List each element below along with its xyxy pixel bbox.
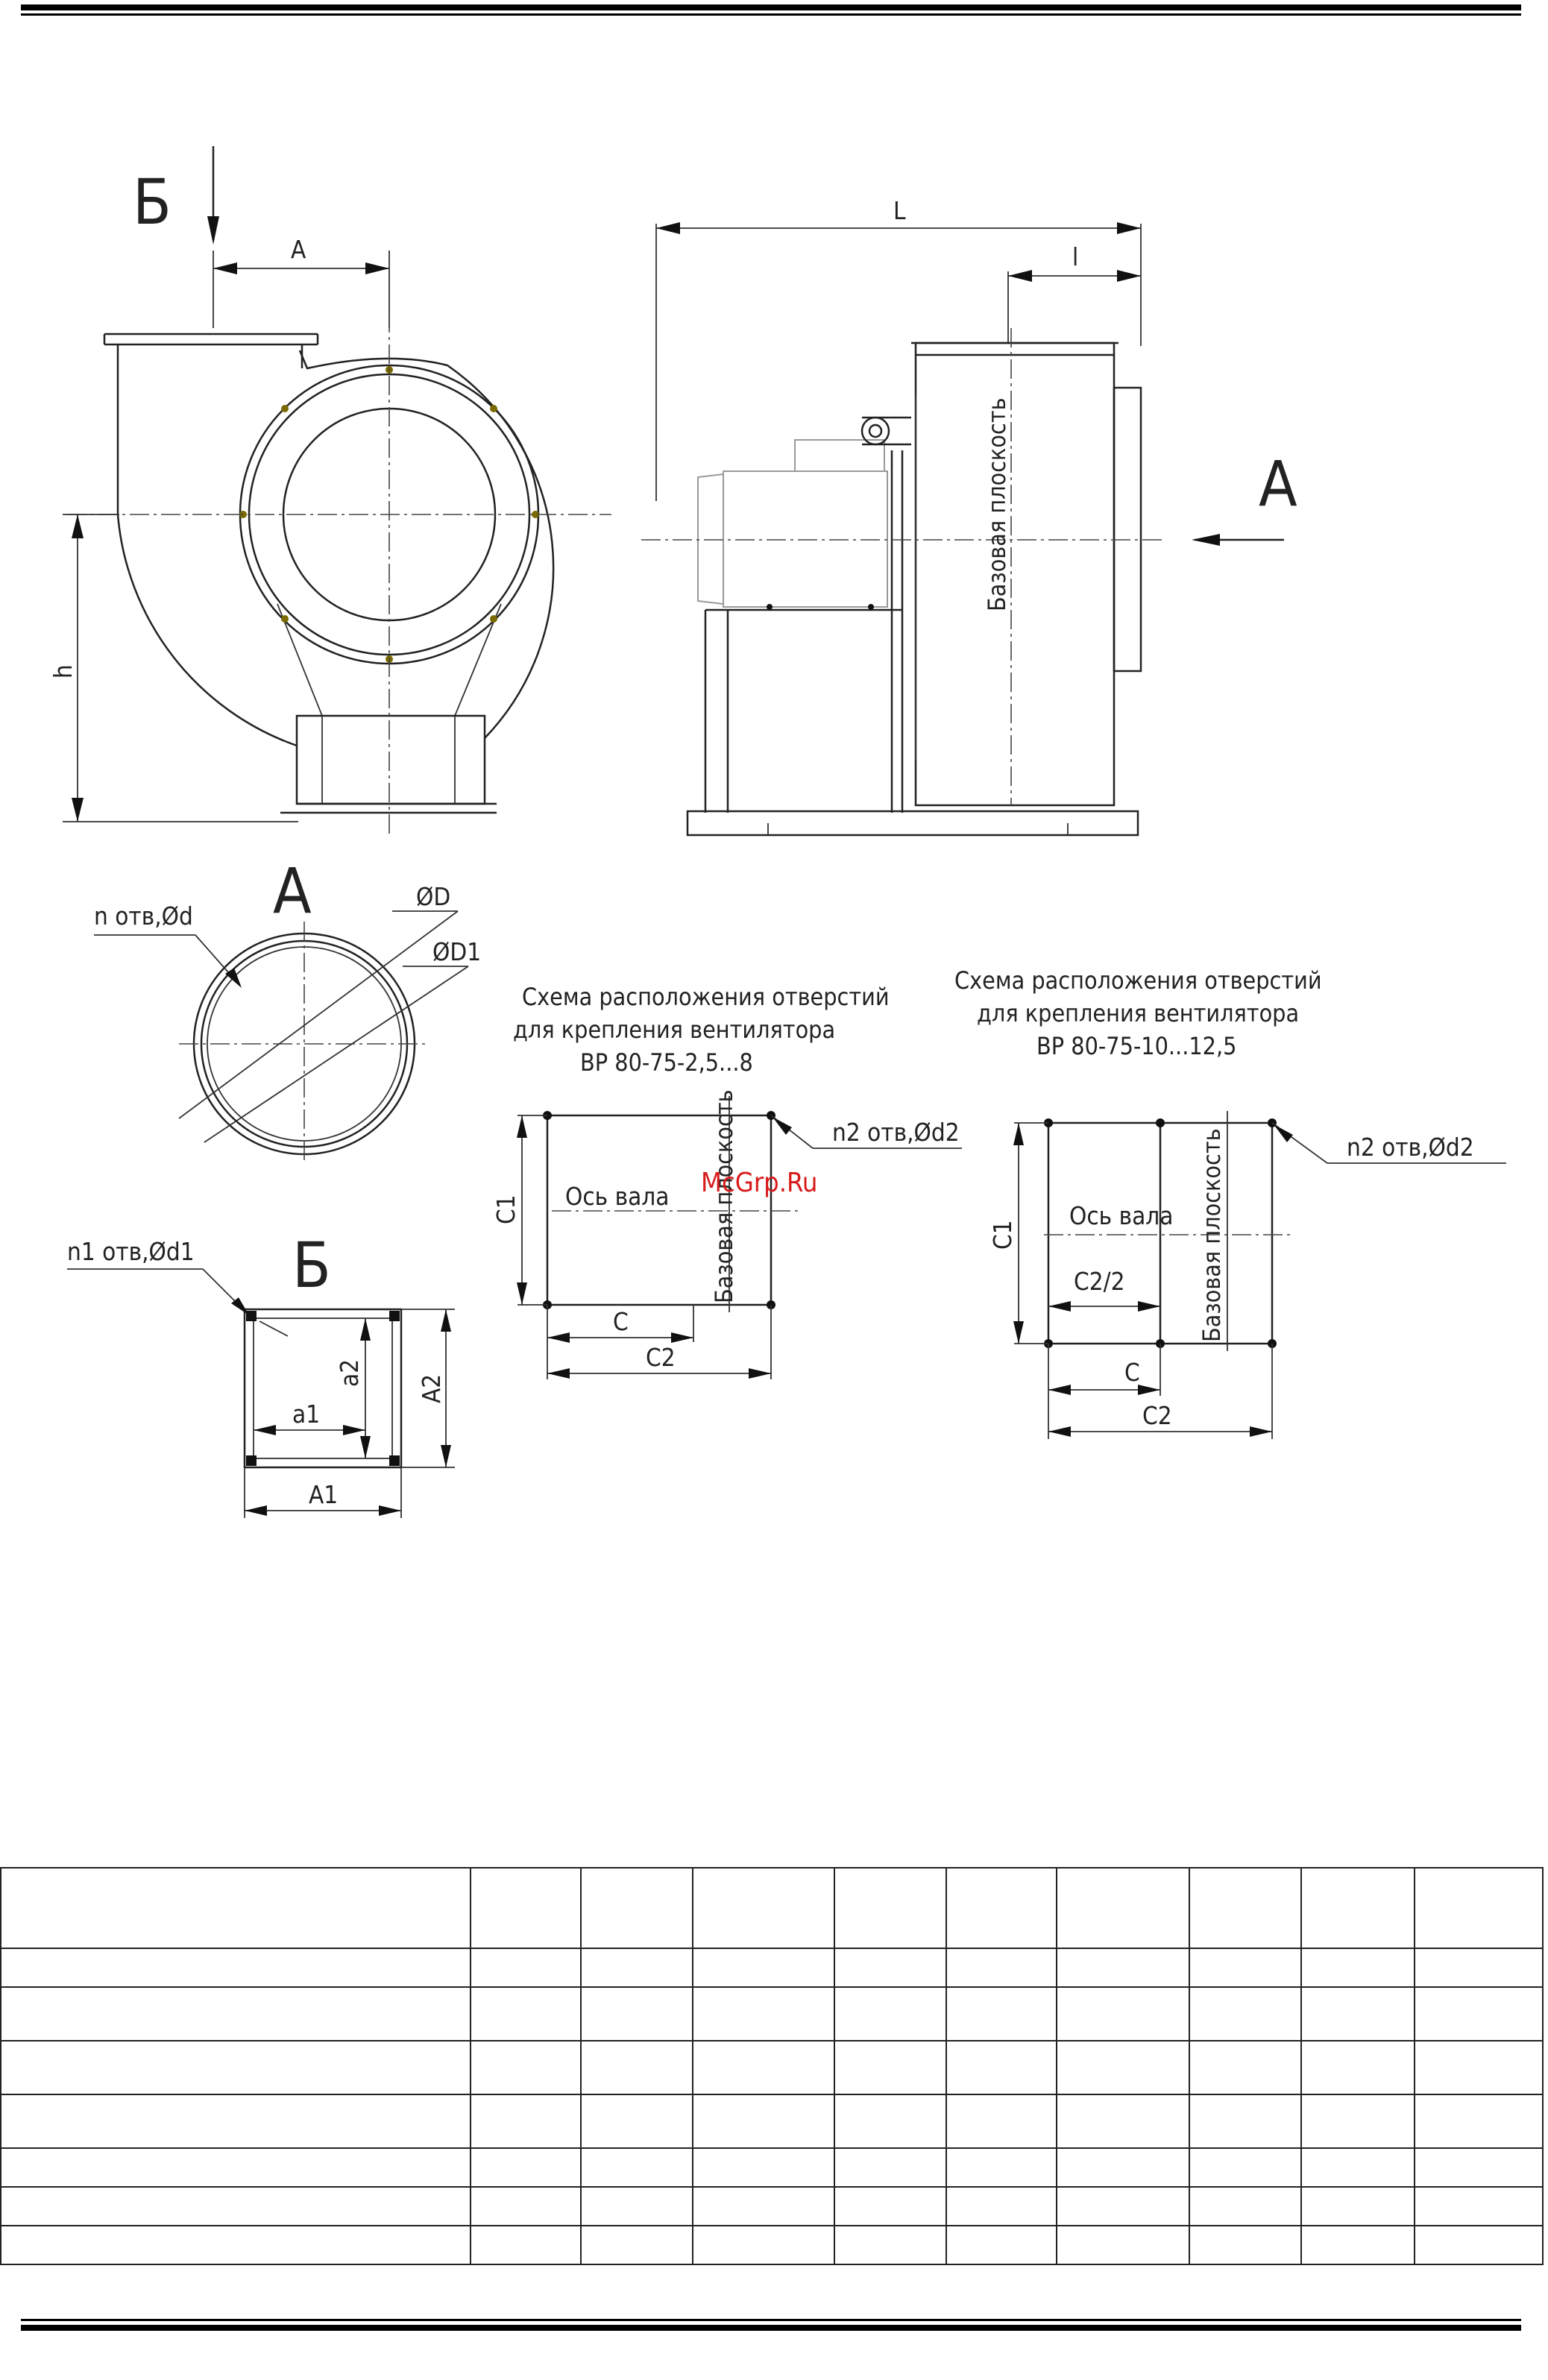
view-b-a1: a1: [292, 1400, 321, 1429]
table-cell: [1415, 1868, 1543, 1948]
table-cell: [834, 2187, 946, 2226]
table-cell: [946, 2094, 1057, 2148]
table-cell: [1, 2094, 471, 2148]
table-cell: [946, 1868, 1057, 1948]
watermark: McGrp.Ru: [701, 1168, 818, 1198]
table-cell: [1301, 2226, 1415, 2264]
table-cell: [1057, 2148, 1189, 2187]
scheme-large: [954, 966, 1506, 1439]
table-cell: [1057, 2226, 1189, 2264]
front-dim-a: A: [291, 235, 306, 264]
scheme-small-title-3: ВР 80-75-2,5...8: [580, 1048, 753, 1077]
view-b-A1: A1: [309, 1480, 339, 1509]
scheme-large-title-2: для крепления вентилятора: [977, 999, 1300, 1027]
table-cell: [1301, 1948, 1415, 1987]
table-cell: [834, 2148, 946, 2187]
table-row: [1, 2094, 1543, 2148]
scheme-small-C2: C2: [646, 1343, 676, 1372]
view-a-holes: n отв,Ød: [94, 901, 193, 931]
table-cell: [946, 2226, 1057, 2264]
scheme-large-C2: C2: [1142, 1401, 1172, 1430]
table-cell: [1057, 1987, 1189, 2041]
table-cell: [1415, 1987, 1543, 2041]
table-cell: [1057, 1868, 1189, 1948]
table-cell: [946, 2187, 1057, 2226]
table-cell: [834, 1868, 946, 1948]
scheme-small-title-1: Схема расположения отверстий: [522, 983, 890, 1011]
table-cell: [1415, 2041, 1543, 2094]
side-view: [641, 196, 1297, 835]
table-cell: [1, 1987, 471, 2041]
scheme-small-holes: n2 отв,Ød2: [832, 1118, 960, 1147]
table-cell: [946, 2041, 1057, 2094]
view-b-title: Б: [292, 1229, 331, 1302]
table-cell: [693, 1868, 834, 1948]
table-cell: [1301, 1987, 1415, 2041]
table-cell: [946, 1987, 1057, 2041]
table-cell: [693, 2041, 834, 2094]
table-cell: [581, 1948, 693, 1987]
table-cell: [1, 1868, 471, 1948]
bottom-rule-thin: [21, 2319, 1521, 2321]
side-dim-l: l: [1072, 242, 1079, 271]
table-cell: [581, 1987, 693, 2041]
table-cell: [1057, 1948, 1189, 1987]
view-a-dia-D1: ØD1: [432, 937, 482, 966]
table-cell: [693, 2094, 834, 2148]
table-cell: [1, 2148, 471, 2187]
table-cell: [1415, 2094, 1543, 2148]
scheme-large-holes: n2 отв,Ød2: [1347, 1133, 1474, 1162]
view-a: [94, 854, 481, 1163]
table-cell: [1057, 2094, 1189, 2148]
scheme-large-shaft-axis: Ось вала: [1069, 1201, 1174, 1230]
table-cell: [1189, 1868, 1301, 1948]
scheme-small-shaft-axis: Ось вала: [565, 1182, 670, 1211]
table-cell: [581, 2187, 693, 2226]
table-cell: [1415, 1948, 1543, 1987]
scheme-large-C: C: [1124, 1358, 1140, 1387]
side-base-plane: Базовая плоскость: [983, 397, 1011, 611]
table-cell: [581, 2226, 693, 2264]
table-cell: [581, 2148, 693, 2187]
table-cell: [1301, 2187, 1415, 2226]
table-cell: [471, 2226, 581, 2264]
view-a-dia-D: ØD: [416, 882, 451, 911]
scheme-large-C1: C1: [988, 1220, 1017, 1250]
table-cell: [1301, 2148, 1415, 2187]
scheme-large-title-3: ВР 80-75-10...12,5: [1036, 1032, 1237, 1060]
table-cell: [946, 1948, 1057, 1987]
table-cell: [1189, 2226, 1301, 2264]
table-cell: [693, 1948, 834, 1987]
table-cell: [693, 2187, 834, 2226]
table-cell: [834, 2041, 946, 2094]
table-row: [1, 2041, 1543, 2094]
table-cell: [1057, 2041, 1189, 2094]
table-cell: [471, 1948, 581, 1987]
front-dim-h: h: [48, 664, 78, 679]
table-cell: [834, 1948, 946, 1987]
table-row: [1, 2226, 1543, 2264]
table-cell: [1415, 2148, 1543, 2187]
table-cell: [1415, 2187, 1543, 2226]
table-cell: [1301, 2041, 1415, 2094]
table-cell: [471, 2094, 581, 2148]
table-cell: [1189, 2187, 1301, 2226]
scheme-large-C-half: C2/2: [1074, 1267, 1125, 1296]
table-cell: [834, 1987, 946, 2041]
scheme-small: [491, 983, 962, 1379]
table-cell: [693, 1987, 834, 2041]
table-cell: [693, 2148, 834, 2187]
table-cell: [581, 1868, 693, 1948]
side-view-label: A: [1259, 447, 1297, 520]
table-cell: [1057, 2187, 1189, 2226]
table-cell: [693, 2226, 834, 2264]
view-b-holes: n1 отв,Ød1: [67, 1237, 195, 1266]
scheme-small-C1: C1: [491, 1194, 520, 1224]
table-cell: [946, 2148, 1057, 2187]
view-a-title: A: [273, 854, 312, 928]
view-b: [67, 1229, 455, 1518]
table-cell: [471, 1868, 581, 1948]
table-row: [1, 2187, 1543, 2226]
scheme-small-title-2: для крепления вентилятора: [513, 1016, 836, 1044]
side-dim-L: L: [893, 196, 906, 225]
spec-table: [0, 1867, 1544, 2265]
bottom-rule-thick: [21, 2325, 1521, 2331]
table-cell: [1189, 2041, 1301, 2094]
front-view: [48, 146, 611, 835]
scheme-large-title-1: Схема расположения отверстий: [954, 966, 1322, 995]
table-cell: [1189, 2094, 1301, 2148]
table-cell: [471, 2041, 581, 2094]
table-cell: [1415, 2226, 1543, 2264]
table-cell: [1189, 1948, 1301, 1987]
table-cell: [581, 2094, 693, 2148]
table-cell: [1189, 2148, 1301, 2187]
view-b-a2: a2: [335, 1359, 364, 1387]
table-cell: [834, 2094, 946, 2148]
table-cell: [471, 2148, 581, 2187]
table-cell: [1, 2041, 471, 2094]
table-row: [1, 1948, 1543, 1987]
table-cell: [1, 2226, 471, 2264]
table-cell: [1189, 1987, 1301, 2041]
front-view-label: Б: [133, 166, 172, 239]
scheme-large-base-plane: Базовая плоскость: [1198, 1128, 1226, 1342]
table-cell: [1, 2187, 471, 2226]
table-cell: [834, 2226, 946, 2264]
table-cell: [471, 2187, 581, 2226]
table-row: [1, 1868, 1543, 1948]
scheme-small-C: C: [613, 1307, 629, 1336]
table-row: [1, 2148, 1543, 2187]
table-cell: [1, 1948, 471, 1987]
view-b-A2: A2: [417, 1373, 446, 1403]
table-cell: [1301, 2094, 1415, 2148]
scheme-small-base-plane: Базовая плоскость: [710, 1089, 738, 1303]
table-cell: [471, 1987, 581, 2041]
table-row: [1, 1987, 1543, 2041]
table-cell: [1301, 1868, 1415, 1948]
table-cell: [581, 2041, 693, 2094]
